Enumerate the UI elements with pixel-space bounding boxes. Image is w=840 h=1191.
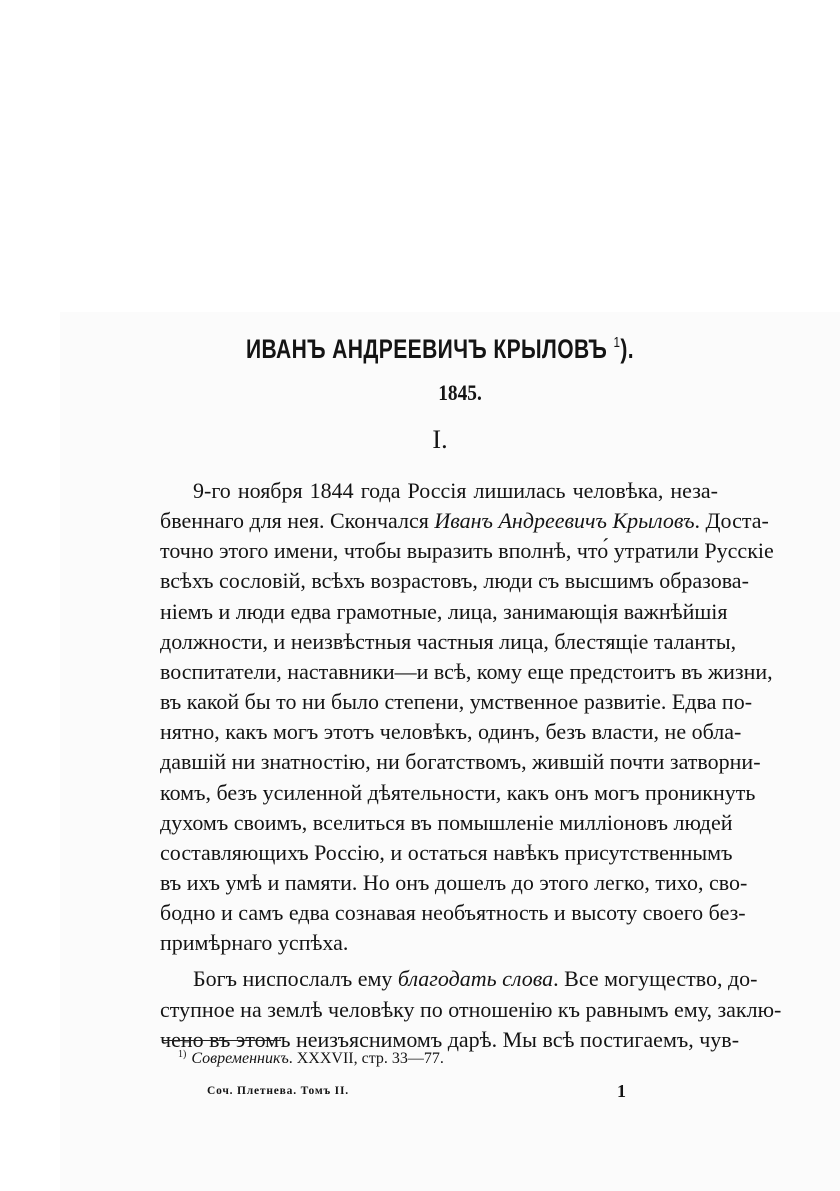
text-line: [160, 747, 761, 777]
text-segment: составляющихъ Россію, и остаться навѣкъ присутственнымъ: [160, 839, 733, 865]
text-segment: бвеннаго для нея. Скончался: [160, 508, 435, 534]
footnote-source: Современникъ: [191, 1050, 289, 1067]
text-segment: 9-го ноября 1844 года Россія лишилась человѣка, неза-: [193, 478, 718, 503]
text-segment: духомъ своимъ, вселиться въ помышленіе милліоновъ людей: [160, 809, 733, 835]
text-segment: чено въ этомъ неизъяснимомъ дарѣ. Мы всѣ постигаемъ, чув-: [160, 1026, 740, 1052]
footnote-detail: . XXXVII, стр. 33—77.: [288, 1050, 444, 1067]
text-line: [160, 687, 753, 717]
text-line: [160, 928, 718, 958]
italic-text: благодать слова: [397, 966, 554, 992]
article-year: 1845.: [438, 380, 482, 405]
text-segment: точно этого имени, чтобы выразить вполнѣ, что́ утратили Русскіе: [160, 538, 774, 564]
footnote-divider: [163, 1040, 281, 1041]
text-segment: . Все могущество, до-: [553, 966, 758, 992]
text-line: [160, 506, 769, 536]
text-line: [160, 627, 737, 657]
text-line: [160, 995, 782, 1025]
text-segment: воспитатели, наставники—и всѣ, кому еще предстоитъ въ жизни,: [160, 658, 773, 684]
printer-signature: Соч. Плетнева. Томъ II.: [207, 1085, 349, 1097]
text-segment: примѣрнаго успѣха.: [160, 930, 349, 956]
text-line: [160, 597, 728, 627]
text-line: [160, 566, 749, 596]
text-segment: давшій ни знатностію, ни богатствомъ, жившій почти затворни-: [160, 749, 761, 775]
text-line: [160, 657, 773, 687]
text-line: [160, 898, 746, 928]
text-line: [160, 778, 756, 808]
text-segment: Богъ ниспослалъ ему: [193, 966, 398, 992]
text-segment: . Доста-: [694, 508, 769, 534]
article-title: ИВАНЪ АНДРЕЕВИЧЪ КРЫЛОВЪ $^1$).: [245, 334, 635, 364]
text-segment: всѣхъ сословій, всѣхъ возрастовъ, люди съ высшимъ образова-: [160, 568, 749, 594]
footnote-marker: 1): [178, 1049, 187, 1060]
text-line: [160, 808, 733, 838]
footnote: [178, 1049, 444, 1068]
page-number: 1: [617, 1081, 626, 1101]
text-line: [160, 717, 742, 747]
text-segment: въ ихъ умѣ и памяти. Но онъ дошелъ до этого легко, тихо, сво-: [160, 869, 748, 895]
text-segment: ступное на землѣ человѣку по отношенію къ равнымъ ему, заклю-: [160, 996, 782, 1022]
text-line: [160, 838, 733, 868]
text-segment: нятно, какъ могъ этотъ человѣкъ, одинъ, безъ власти, не обла-: [160, 719, 742, 745]
title-footnote-marker: 1: [613, 334, 621, 351]
text-line: [193, 476, 718, 506]
text-segment: ніемъ и люди едва грамотные, лица, занимающія важнѣйшія: [160, 598, 728, 624]
italic-text: Иванъ Андреевичъ Крыловъ: [434, 508, 695, 534]
text-segment: въ какой бы то ни было степени, умственное развитіе. Едва по-: [160, 689, 753, 715]
text-line: [160, 536, 774, 566]
text-segment: комъ, безъ усиленной дѣятельности, какъ онъ могъ проникнуть: [160, 779, 756, 805]
text-line: [160, 868, 748, 898]
text-segment: бодно и самъ едва сознавая необъятность и высоту своего без-: [160, 900, 746, 926]
chapter-number: I.: [432, 425, 448, 454]
text-line: [193, 964, 758, 994]
text-segment: должности, и неизвѣстныя частныя лица, блестящіе таланты,: [160, 628, 737, 654]
